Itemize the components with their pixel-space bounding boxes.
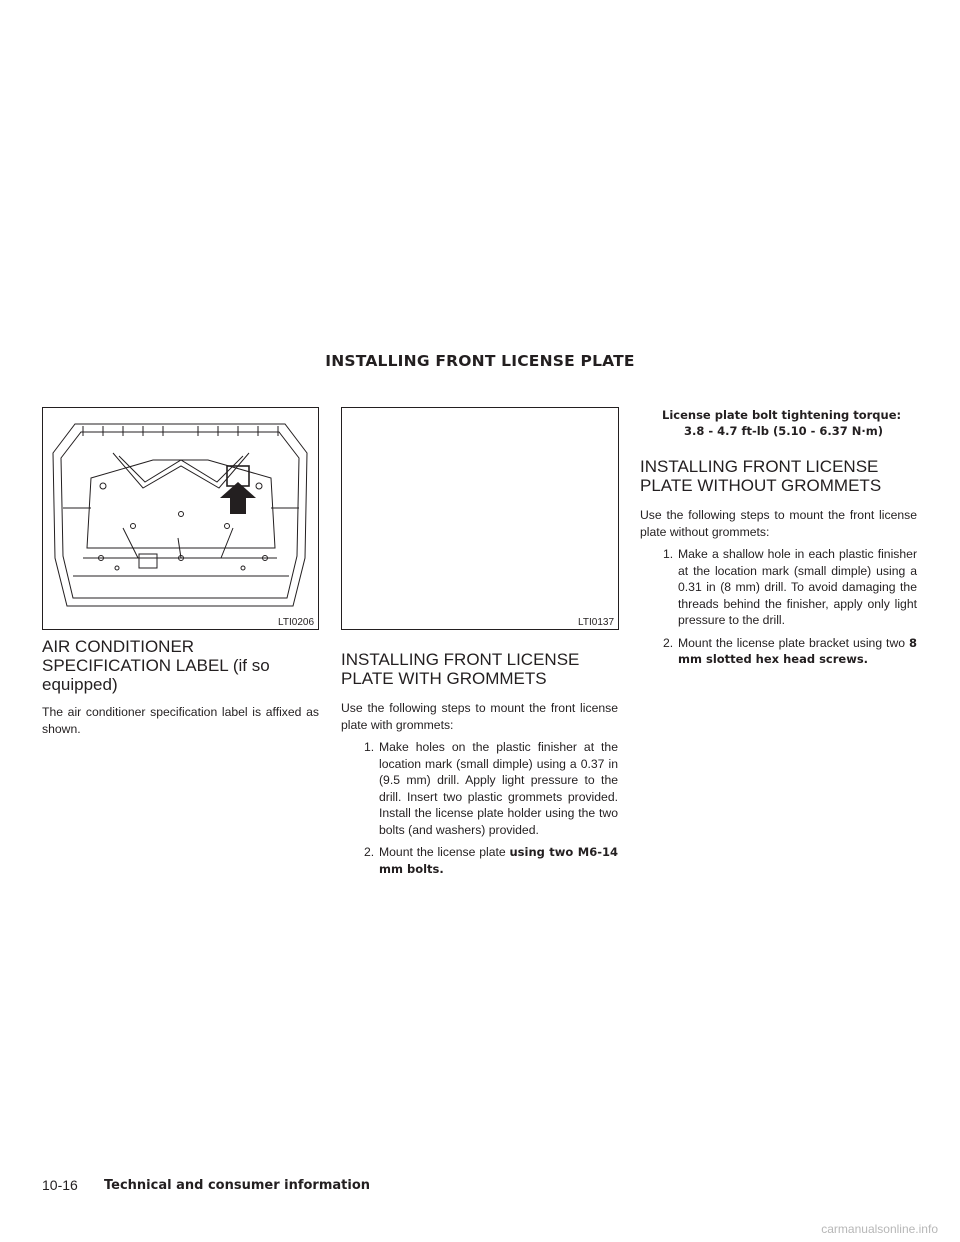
hood-illustration [43,408,318,629]
torque-label: License plate bolt tightening torque: [662,408,902,422]
with-grommets-intro: Use the following steps to mount the front license plate with grommets: [341,701,618,732]
section-title: INSTALLING FRONT LICENSE PLATE [325,352,635,370]
figure-label-lti0206: LTI0206 [278,617,314,628]
torque-value: 3.8 - 4.7 ft-lb (5.10 - 6.37 N·m) [684,424,883,438]
list-item: 1. Make a shallow hole in each plastic finisher at the location mark (small dimple) using a 0.31 in (8 mm) drill. To avoid damaging the threads behind the finisher, apply only light pressure to the drill. [663,547,917,627]
chapter-title: Technical and consumer information [104,1178,371,1193]
list-item: 1. Make holes on the plastic finisher at the location mark (small dimple) using a 0.37 in (9.5 mm) drill. Apply light pressure to the drill. Insert two plastic grommets provided. Install the license plate holder using the two bolts (and washers) provided. [364,740,618,837]
figure-label-lti0137: LTI0137 [578,617,614,628]
with-grommets-steps [341,739,618,877]
without-grommets-steps [640,546,917,668]
with-grommets-heading: INSTALLING FRONT LICENSE PLATE WITH GROMMETS [341,650,580,688]
ac-label-body: The air conditioner specification label is affixed as shown. [42,705,319,736]
ac-label-heading: AIR CONDITIONER SPECIFICATION LABEL (if so equipped) [42,637,270,694]
page-number: 10-16 [42,1177,78,1193]
col1-text [42,637,319,737]
hood-illustration-figure [42,407,319,630]
without-grommets-heading: INSTALLING FRONT LICENSE PLATE WITHOUT GROMMETS [640,457,882,495]
license-plate-with-grommets-figure [341,407,619,630]
col3-text [640,407,917,674]
without-grommets-intro: Use the following steps to mount the front license plate without grommets: [640,508,917,539]
list-item: 2. Mount the license plate using two M6-14 mm bolts. [364,845,618,876]
list-item: 2. Mount the license plate bracket using two 8 mm slotted hex head screws. [663,635,917,666]
watermark: carmanualsonline.info [821,1222,938,1236]
col2-text [341,650,618,883]
